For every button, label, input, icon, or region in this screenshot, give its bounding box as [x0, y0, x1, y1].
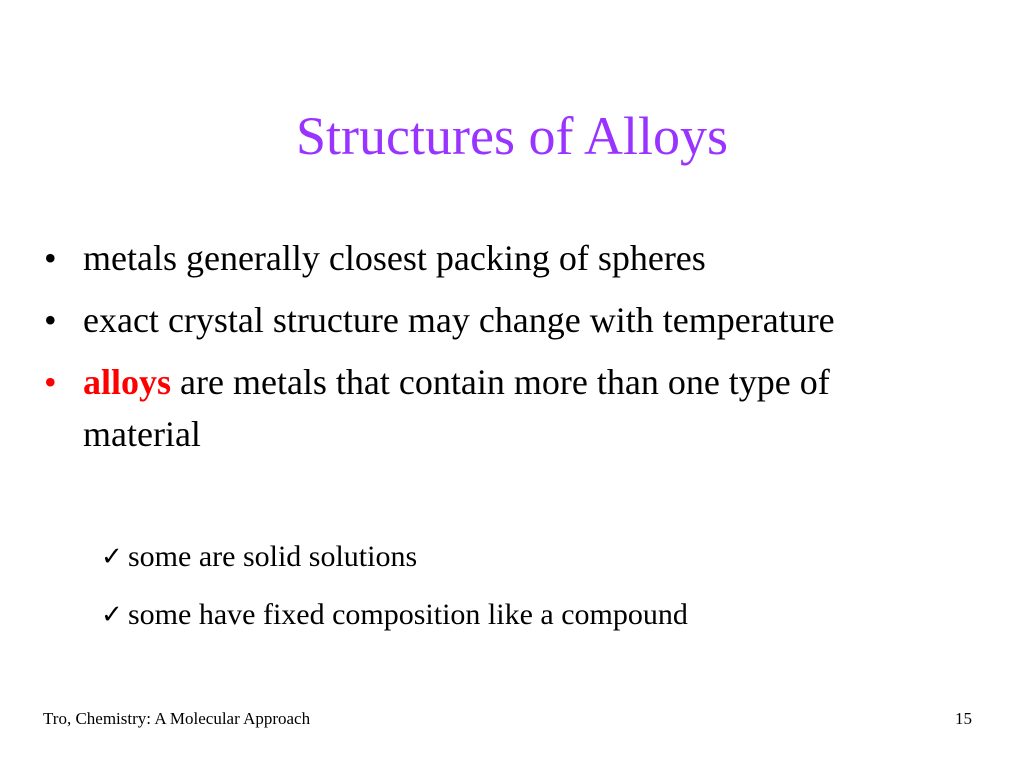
bullet-text: are metals that contain more than one type of material	[83, 362, 830, 454]
sub-bullet-item	[101, 593, 688, 637]
bullet-keyword: alloys	[83, 362, 172, 402]
page-number: 15	[955, 709, 972, 728]
checkmark-icon: ✓	[101, 542, 123, 572]
sub-bullet-item	[101, 535, 688, 579]
sub-bullet-list	[101, 535, 688, 651]
checkmark-icon: ✓	[101, 600, 123, 630]
bullet-item	[44, 356, 944, 460]
bullet-marker: •	[44, 362, 57, 402]
sub-bullet-text: some are solid solutions	[128, 540, 418, 573]
footer-source: Tro, Chemistry: A Molecular Approach	[43, 709, 311, 728]
bullet-text: metals generally closest packing of spheres	[83, 238, 706, 278]
bullet-marker: •	[44, 300, 57, 340]
bullet-text: exact crystal structure may change with temperature	[83, 300, 835, 340]
bullet-item	[44, 232, 944, 284]
slide-title: Structures of Alloys	[296, 106, 728, 166]
bullet-marker: •	[44, 238, 57, 278]
sub-bullet-text: some have fixed composition like a compound	[128, 598, 688, 631]
bullet-list	[44, 232, 944, 470]
bullet-item	[44, 294, 944, 346]
